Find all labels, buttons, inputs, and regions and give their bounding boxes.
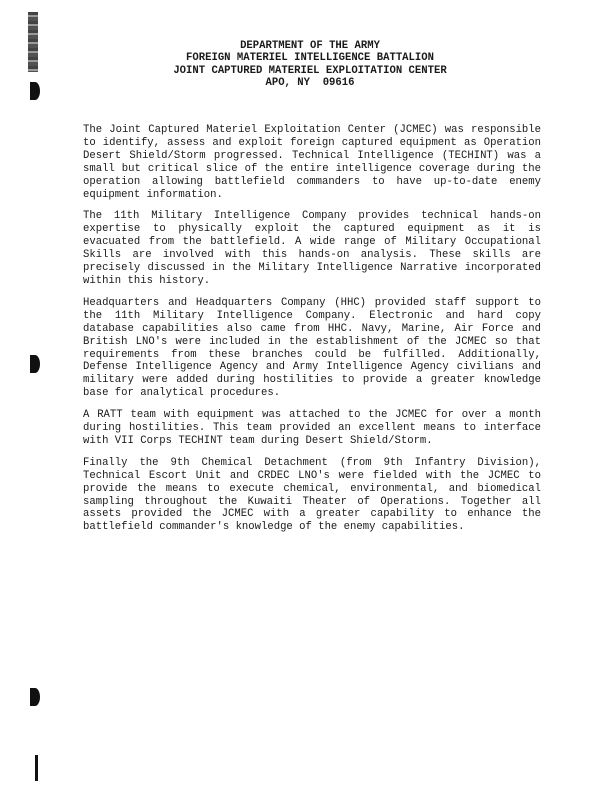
letterhead-center: JOINT CAPTURED MATERIEL EXPLOITATION CENTER	[173, 64, 447, 77]
paragraph-11th-mi-company: The 11th Military Intelligence Company provides technical hands-on expertise to physically exploit the captured equipment as it is evacuated from the battlefield. A wide range of Military Occupational Skills are involved with this hands-on analysis. These skills are precisely discussed in the Military Intelligence Narrative incorporated within this history.	[83, 210, 541, 287]
document-body	[83, 124, 541, 534]
paragraph-chemical-detachment: Finally the 9th Chemical Detachment (from 9th Infantry Division), Technical Escort Unit and CRDEC LNO's were fielded with the JCMEC to provide the means to execute chemical, environmental, and biomedical sampling throughout the Kuwaiti Theater of Operations. Together all assets provided the JCMEC with a greater capability to enhance the battlefield commander's knowledge of the enemy capabilities.	[83, 456, 541, 534]
paragraph-jcmec-overview: The Joint Captured Materiel Exploitation Center (JCMEC) was responsible to identify, assess and exploit foreign captured equipment as Operation Desert Shield/Storm progressed. Technical Intelligence (TECHINT) was a small but critical slice of the entire intelligence coverage during the operation allowing battlefield commanders to have up-to-date enemy equipment information.	[83, 124, 541, 201]
letterhead-battalion: FOREIGN MATERIEL INTELLIGENCE BATTALION	[186, 52, 434, 65]
letterhead-address: APO, NY 09616	[265, 77, 355, 90]
scan-binding-mark	[28, 12, 38, 72]
paragraph-ratt-team: A RATT team with equipment was attached to the JCMEC for over a month during hostilities. This team provided an excellent means to interface with VII Corps TECHINT team during Desert Shield/Storm.	[83, 409, 541, 447]
letterhead-department: DEPARTMENT OF THE ARMY	[240, 40, 380, 52]
scan-edge-mark	[35, 755, 38, 781]
paragraph-hhc-support: Headquarters and Headquarters Company (HHC) provided staff support to the 11th Military Intelligence Company. Electronic and hard copy database capabilities also came from HHC. Navy, Marine, Air Force and British LNO's were included in the establishment of the JCMEC so that requirements from these branches could be fulfilled. Additionally, Defense Intelligence Agency and Army Intelligence Agency civilians and military were added during hostilities to provide a greater knowledge base for analytical procedures.	[83, 296, 541, 400]
letterhead	[80, 40, 540, 90]
binder-hole-mark-bottom	[30, 688, 40, 706]
binder-hole-mark-middle	[30, 355, 40, 373]
binder-hole-mark-top	[30, 82, 40, 100]
